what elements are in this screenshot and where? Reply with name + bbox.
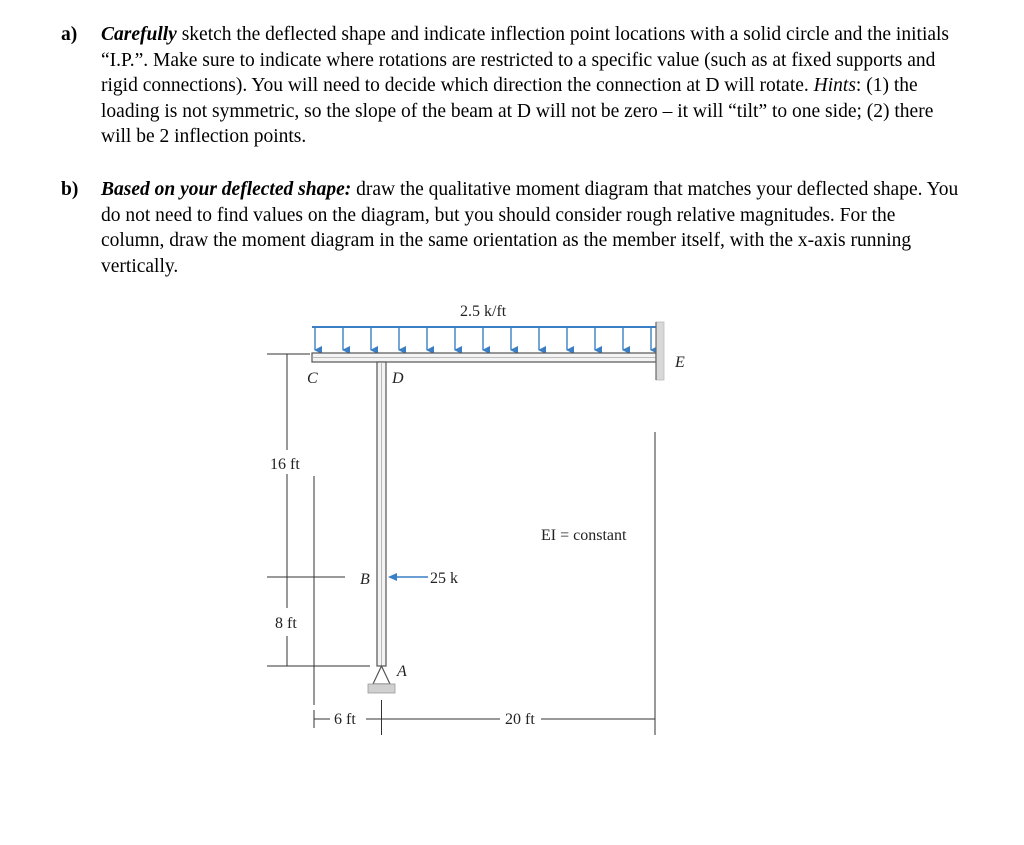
dim-8-label: 8 ft	[275, 615, 297, 632]
fixed-support-e	[656, 322, 664, 380]
point-load-arrow	[388, 573, 428, 581]
wall-e	[656, 322, 664, 380]
part-a-text2: : (1) the loading is not symmetric, so the slope of the beam at D will not be zero – it will “tilt” to one side; (2) there will be 2 inflection points.	[101, 75, 934, 147]
point-load-head	[388, 573, 397, 581]
load-arrows	[315, 328, 651, 350]
node-b-label: B	[360, 571, 370, 588]
part-a-text1: sketch the deflected shape and indicate inflection point locations with a solid circle and the initials “I.P.”. Make sure to indicate where rotations are restricted to a specific value (such as at fixed supports and rigid connections). You will need to decide which direction the connection at D will rotate.	[101, 24, 950, 96]
node-c-label: C	[307, 370, 318, 387]
point-load-label: 25 k	[430, 570, 458, 587]
part-b-label: b)	[61, 179, 79, 200]
part-b-lead: Based on your deflected shape:	[101, 179, 352, 200]
part-a-label: a)	[61, 24, 78, 45]
part-a-lead: Carefully	[101, 24, 177, 45]
load-label: 2.5 k/ft	[460, 303, 507, 320]
dim-20-label: 20 ft	[505, 711, 535, 728]
dim-16-label: 16 ft	[270, 456, 300, 473]
node-d-label: D	[392, 370, 404, 387]
pin-ground	[368, 684, 395, 693]
distributed-load	[312, 327, 657, 350]
node-e-label: E	[675, 354, 685, 371]
pin-triangle	[373, 666, 390, 684]
dim-6-label: 6 ft	[334, 711, 356, 728]
part-b-text: draw the qualitative moment diagram that matches your deflected shape. You do not need to find values on the diagram, but you should consider rough relative magnitudes. For the column, draw the moment diagram in the same orientation as the member itself, with the x-axis running vertically.	[101, 179, 959, 277]
part-a-hints-label: Hints	[813, 75, 856, 96]
node-a-label: A	[397, 663, 407, 680]
pin-support-a	[368, 666, 395, 693]
ei-label: EI = constant	[541, 527, 627, 544]
